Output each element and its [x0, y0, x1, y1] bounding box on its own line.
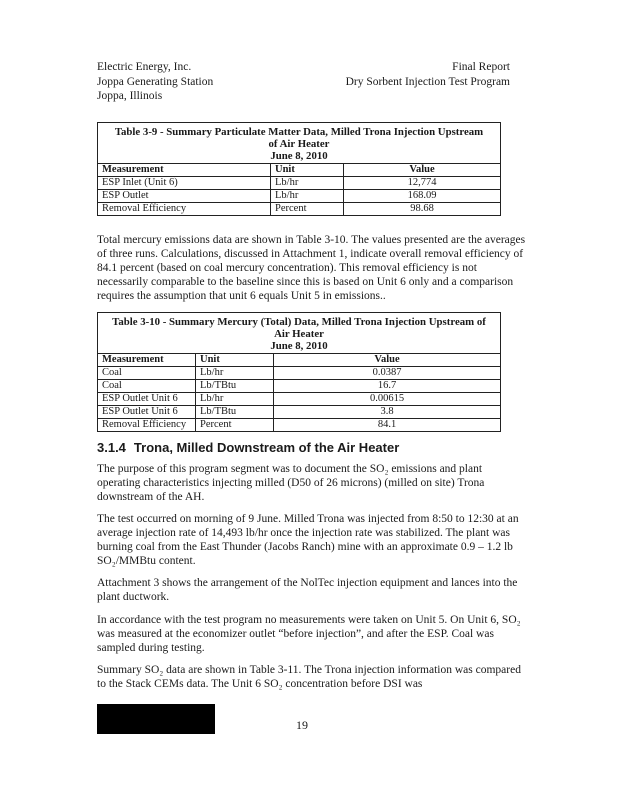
mercury-intro-paragraph: Total mercury emissions data are shown in Table 3-10. The values presented are the averages of three runs. Calculations, discussed in Attachment 1, indicate overall removal efficiency of 84.1 percent (based on coal mercury concentration). This removal efficiency is not necessarily comparable to the baseline since this is based on Unit 6 only and a comparison requires the assumption that unit 6 equals Unit 5 in emissions..	[97, 234, 526, 302]
header-left	[97, 60, 213, 104]
table-3-9-caption: Table 3-9 - Summary Particulate Matter Data, Milled Trona Injection Upstream of Air Heater June 8, 2010	[97, 122, 501, 163]
column-header: Unit	[196, 354, 274, 367]
redaction-box	[97, 704, 215, 734]
table-row: ESP Outlet Lb/hr 168.09	[98, 190, 501, 203]
table-header-row	[98, 164, 501, 177]
column-header: Unit	[271, 164, 344, 177]
column-header: Value	[274, 354, 501, 367]
company-name: Electric Energy, Inc.	[97, 61, 192, 73]
table-row: Removal Efficiency Percent 98.68	[98, 203, 501, 216]
section-heading	[97, 440, 399, 455]
table-header-row	[98, 354, 501, 367]
table-3-10-caption: Table 3-10 - Summary Mercury (Total) Data, Milled Trona Injection Upstream of Air Heater June 8, 2010	[97, 312, 501, 353]
column-header: Value	[344, 164, 501, 177]
table-row: Coal Lb/TBtu 16.7	[98, 380, 501, 393]
column-header: Measurement	[98, 164, 271, 177]
program-name: Dry Sorbent Injection Test Program	[345, 75, 510, 88]
table-row: ESP Outlet Unit 6 Lb/TBtu 3.8	[98, 406, 501, 419]
measurement-paragraph: In accordance with the test program no measurements were taken on Unit 5. On Unit 6, SO₂ was measured at the economizer outlet “before injection”, and after the ESP. Coal was sampled during testing.	[97, 614, 521, 654]
table-row: Removal Efficiency Percent 84.1	[98, 419, 501, 432]
page-number: 19	[296, 718, 308, 732]
report-type: Final Report	[452, 61, 510, 73]
station-name: Joppa Generating Station	[97, 75, 214, 88]
table-3-10	[97, 312, 501, 432]
section-number: 3.1.4	[97, 440, 126, 455]
location: Joppa, Illinois	[97, 90, 163, 102]
table-row: ESP Outlet Unit 6 Lb/hr 0.00615	[98, 393, 501, 406]
test-description-paragraph: The test occurred on morning of 9 June. Milled Trona was injected from 8:50 to 12:30 at an average injection rate of 14,493 lb/hr once the injection rate was stabilized. The plant was burning coal from the East Thunder (Jacobs Ranch) mine with an approximate 0.9 – 1.2 lb SO₂/MMBtu content.	[97, 513, 519, 567]
header-right	[346, 60, 510, 89]
purpose-paragraph: The purpose of this program segment was to document the SO₂ emissions and plant operating characteristics injecting milled (D50 of 26 microns) (milled on site) Trona downstream of the AH.	[97, 463, 485, 503]
column-header: Measurement	[98, 354, 196, 367]
section-title: Trona, Milled Downstream of the Air Heater	[133, 440, 400, 455]
table-row: ESP Inlet (Unit 6) Lb/hr 12,774	[98, 177, 501, 190]
so2-summary-paragraph: Summary SO₂ data are shown in Table 3-11. The Trona injection information was compared to the Stack CEMs data. The Unit 6 SO₂ concentration before DSI was	[97, 664, 521, 690]
attachment-paragraph: Attachment 3 shows the arrangement of the NolTec injection equipment and lances into the plant ductwork.	[97, 577, 518, 603]
table-3-9	[97, 122, 501, 216]
table-row: Coal Lb/hr 0.0387	[98, 367, 501, 380]
